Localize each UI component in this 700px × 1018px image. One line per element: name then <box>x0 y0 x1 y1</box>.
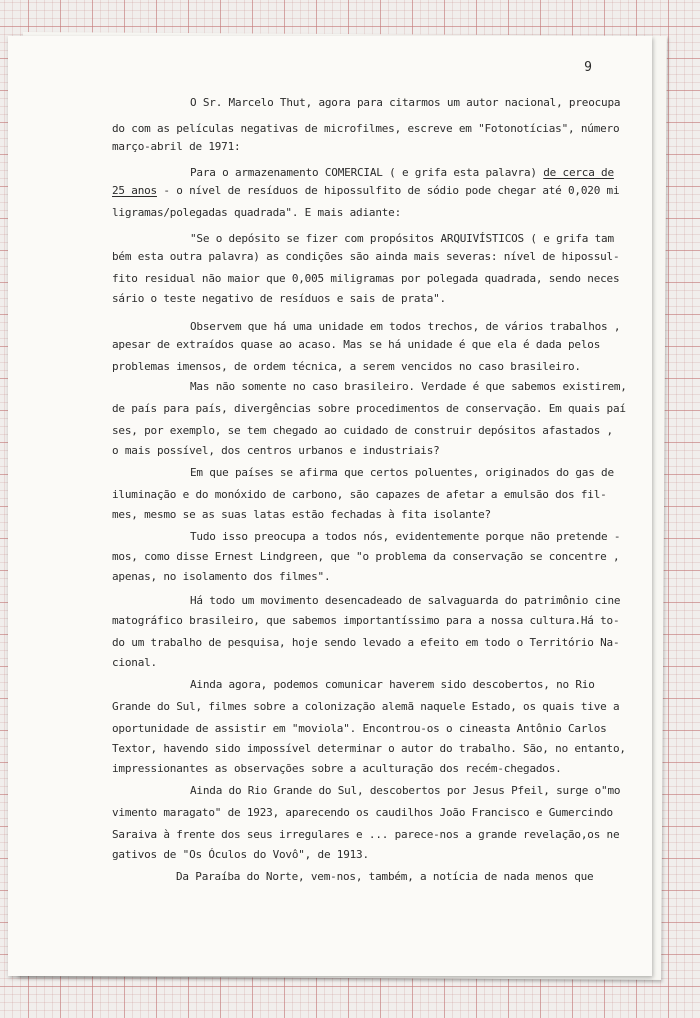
text-line: bém esta outra palavra) as condições são ainda mais severas: nível de hipossul- <box>112 250 620 263</box>
text-line: Em que países se afirma que certos poluentes, originados do gas de <box>190 466 614 479</box>
document-page <box>8 36 652 976</box>
text-line: Para o armazenamento COMERCIAL ( e grifa esta palavra) de cerca de <box>190 166 614 179</box>
text-line: o mais possível, dos centros urbanos e industriais? <box>112 444 440 457</box>
underlined-phrase: de cerca de <box>543 166 614 179</box>
text-line: Da Paraíba do Norte, vem-nos, também, a notícia de nada menos que <box>176 870 594 883</box>
text-line: problemas imensos, de ordem técnica, a serem vencidos no caso brasileiro. <box>112 360 581 373</box>
text-line: do com as películas negativas de microfilmes, escreve em "Fotonotícias", número <box>112 122 620 135</box>
text-line: O Sr. Marcelo Thut, agora para citarmos um autor nacional, preocupa <box>190 96 621 109</box>
text-line: oportunidade de assistir em "moviola". Encontrou-os o cineasta Antônio Carlos <box>112 722 607 735</box>
text-line: 25 anos - o nível de resíduos de hipossulfito de sódio pode chegar até 0,020 mi <box>112 184 620 197</box>
text-line: Mas não somente no caso brasileiro. Verdade é que sabemos existirem, <box>190 380 627 393</box>
text-line: do um trabalho de pesquisa, hoje sendo levado a efeito em todo o Território Na- <box>112 636 620 649</box>
text-line: Textor, havendo sido impossível determinar o autor do trabalho. São, no entanto, <box>112 742 626 755</box>
page-text <box>8 36 652 976</box>
text-line: "Se o depósito se fizer com propósitos ARQUIVÍSTICOS ( e grifa tam <box>190 232 614 245</box>
text-line: gativos de "Os Óculos do Vovô", de 1913. <box>112 848 369 861</box>
text-line: Saraiva à frente dos seus irregulares e ... parece-nos a grande revelação,os ne <box>112 828 620 841</box>
text-line: março-abril de 1971: <box>112 140 241 153</box>
text-line: Ainda agora, podemos comunicar haverem sido descobertos, no Rio <box>190 678 595 691</box>
text-line: mos, como disse Ernest Lindgreen, que "o problema da conservação se concentre , <box>112 550 620 563</box>
text-line: Tudo isso preocupa a todos nós, evidentemente porque não pretende - <box>190 530 621 543</box>
text-line: Grande do Sul, filmes sobre a colonização alemã naquele Estado, os quais tive a <box>112 700 620 713</box>
page-number: 9 <box>584 60 592 75</box>
text-line: sário o teste negativo de resíduos e sais de prata". <box>112 292 446 305</box>
text-line: fito residual não maior que 0,005 miligramas por polegada quadrada, sendo neces <box>112 272 620 285</box>
text-line: cional. <box>112 656 157 669</box>
text-line: iluminação e do monóxido de carbono, são capazes de afetar a emulsão dos fil- <box>112 488 607 501</box>
text-line: apenas, no isolamento dos filmes". <box>112 570 331 583</box>
text-line: impressionantes as observações sobre a aculturação dos recém-chegados. <box>112 762 562 775</box>
underlined-phrase: 25 anos <box>112 184 157 197</box>
text-line: vimento maragato" de 1923, aparecendo os caudilhos João Francisco e Gumercindo <box>112 806 613 819</box>
text-line: apesar de extraídos quase ao acaso. Mas se há unidade é que ela é dada pelos <box>112 338 601 351</box>
text-line: matográfico brasileiro, que sabemos importantíssimo para a nossa cultura.Há to- <box>112 614 620 627</box>
text-line: ses, por exemplo, se tem chegado ao cuidado de construir depósitos afastados , <box>112 424 613 437</box>
text-line: de país para país, divergências sobre procedimentos de conservação. Em quais paí <box>112 402 626 415</box>
text-line: Ainda do Rio Grande do Sul, descobertos por Jesus Pfeil, surge o"mo <box>190 784 621 797</box>
text-line: mes, mesmo se as suas latas estão fechadas à fita isolante? <box>112 508 491 521</box>
text-line: Há todo um movimento desencadeado de salvaguarda do patrimônio cine <box>190 594 621 607</box>
text-line: Observem que há uma unidade em todos trechos, de vários trabalhos , <box>190 320 621 333</box>
text-line: ligramas/polegadas quadrada". E mais adiante: <box>112 206 402 219</box>
